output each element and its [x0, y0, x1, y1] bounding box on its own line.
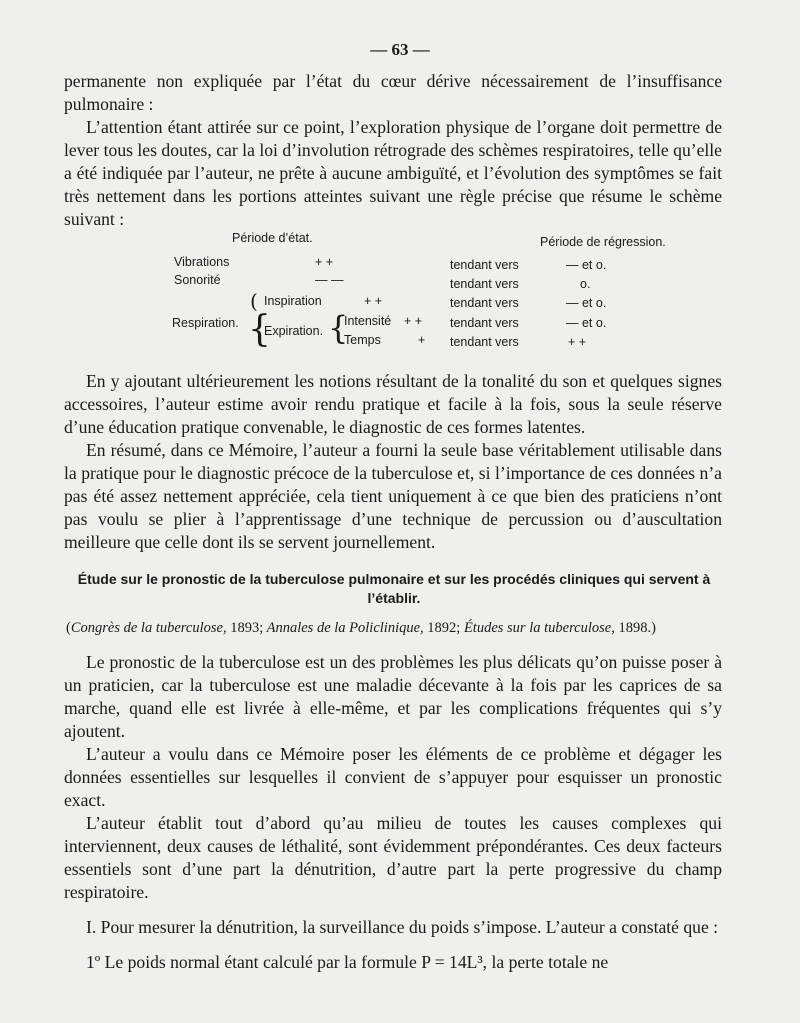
state-temps: +: [418, 333, 426, 347]
middle-temps: tendant vers: [450, 335, 519, 349]
paragraph: 1º Le poids normal étant calculé par la formule P = 14L³, la perte totale ne: [86, 952, 609, 972]
regression-vibrations: — et o.: [566, 258, 607, 272]
row-label-intensite: Intensité: [344, 314, 392, 328]
regression-sonorite: o.: [580, 277, 591, 291]
respiration-label: Respiration.: [172, 316, 239, 330]
regression-temps: + +: [568, 335, 587, 349]
after-table-text: [64, 370, 722, 554]
row-label-sonorite: Sonorité: [174, 273, 221, 287]
state-vibrations: + +: [315, 255, 334, 269]
header-regression: Période de régression.: [540, 235, 666, 249]
paragraph: L’auteur a voulu dans ce Mémoire poser les éléments de ce problème et dégager les données essentielles sur lesquelles il convient de s’appuyer pour esquisser un pronostic exact.: [64, 744, 722, 810]
middle-inspiration: tendant vers: [450, 296, 519, 310]
header-state: Période d’état.: [232, 231, 313, 245]
middle-sonorite: tendant vers: [450, 277, 519, 291]
brace-close-expiration: {: [328, 309, 349, 347]
paragraph: En résumé, dans ce Mémoire, l’auteur a fourni la seule base véritablement utilisable dans la pratique pour le diagnostic précoce de la tuberculose et, si l’importance de ces données n’a pas été assez nettement appréciée, cela tient uniquement à ce que bien des praticiens n’ont pas voulu se plier à l’apprentissage d’une technique de percussion ou d’auscultation meilleure que celle dont ils se servent journellement.: [64, 440, 722, 552]
regression-inspiration: — et o.: [566, 296, 607, 310]
paragraph: I. Pour mesurer la dénutrition, la surveillance du poids s’impose. L’auteur a constaté que :: [86, 917, 719, 937]
brace-open-expiration: {: [248, 309, 271, 350]
intro-text: [64, 70, 722, 231]
expiration-label: Expiration.: [264, 324, 324, 338]
row-label-vibrations: Vibrations: [174, 255, 230, 269]
paragraph: L’auteur établit tout d’abord qu’au milieu de toutes les causes complexes qui interviennent, deux causes de léthalité, sont évidemment prépondérantes. Ces deux facteurs essentiels sont d’une part la dénutrition, d’autre part la perte progressive du champ respiratoire.: [64, 813, 722, 902]
paragraph: Le pronostic de la tuberculose est un des problèmes les plus délicats qu’on puisse poser à un praticien, car la tuberculose est une maladie décevante à la fois par les caprices de sa marche, quand elle est livrée à elle-même, et par les complications fréquentes qui s’y ajoutent.: [64, 652, 722, 741]
row-label-temps: Temps: [344, 333, 381, 347]
state-sonorite: — —: [315, 273, 344, 287]
middle-vibrations: tendant vers: [450, 258, 519, 272]
state-intensite: + +: [404, 314, 423, 328]
source-citation: (Congrès de la tuberculose, 1893; Annales de la Policlinique, 1892; Études sur la tuberculose, 1898.): [66, 620, 656, 636]
section2-text: [64, 651, 722, 974]
middle-intensite: tendant vers: [450, 316, 519, 330]
state-inspiration: + +: [364, 294, 383, 308]
regression-intensite: — et o.: [566, 316, 607, 330]
page-number: — 63 —: [370, 40, 430, 59]
row-label-inspiration: Inspiration: [264, 294, 322, 308]
brace-open-inspiration: (: [250, 289, 258, 313]
paragraph: permanente non expliquée par l’état du cœur dérive nécessairement de l’insuffisance pulmonaire :: [64, 71, 722, 114]
section-title: Étude sur le pronostic de la tuberculose pulmonaire et sur les procédés cliniques qui servent à l’établir.: [77, 571, 711, 606]
paragraph: L’attention étant attirée sur ce point, l’exploration physique de l’organe doit permettre de lever tous les doutes, car la loi d’involution rétrograde des schèmes respiratoires, telle qu’elle a été indiquée par l’auteur, ne prête à aucune ambiguïté, et l’évolution des symptômes se fait très nettement dans les portions atteintes suivant une règle précise que résume le schème suivant :: [64, 117, 722, 229]
paragraph: En y ajoutant ultérieurement les notions résultant de la tonalité du son et quelques signes accessoires, l’auteur estime avoir rendu pratique et facile à la fois, sous la seule réserve d’une éducation pratique convenable, le diagnostic de ces formes latentes.: [64, 371, 722, 437]
scheme-table: [160, 231, 720, 356]
